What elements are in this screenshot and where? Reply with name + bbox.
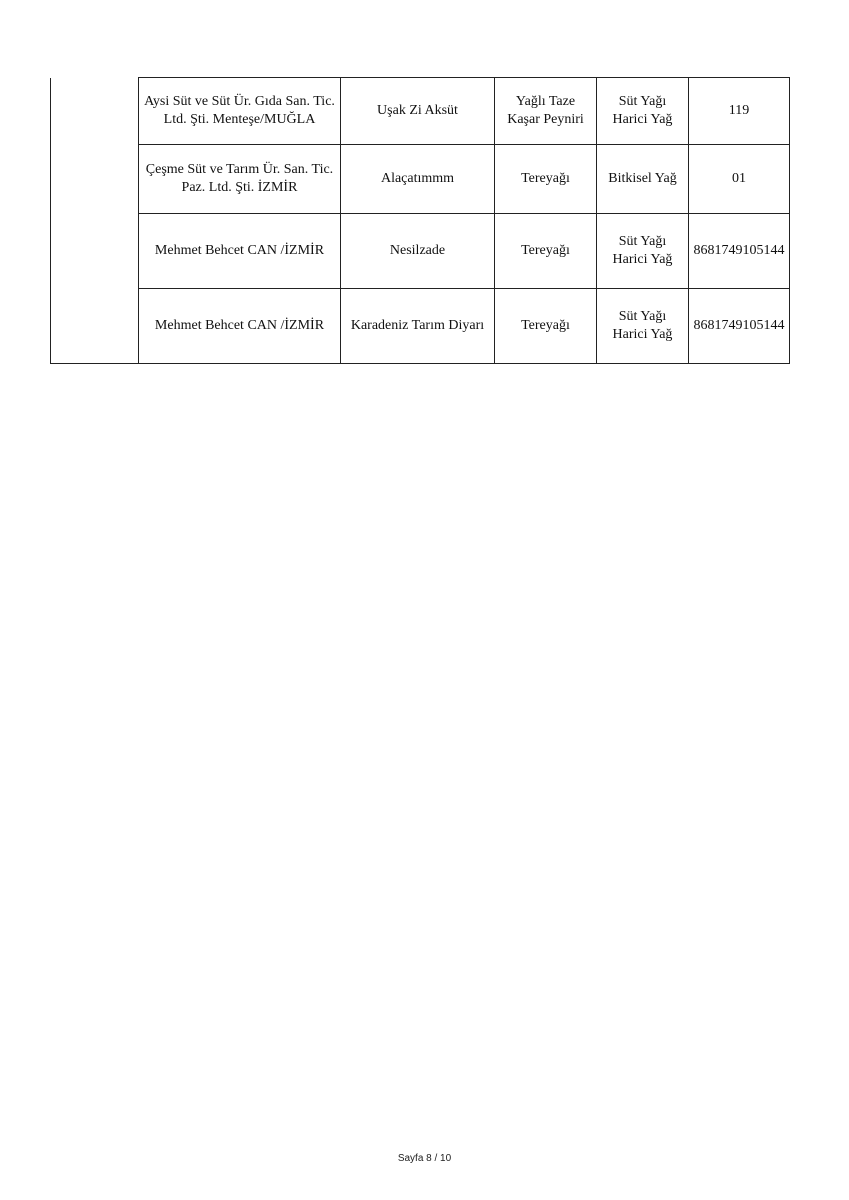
- firm-cell: Çeşme Süt ve Tarım Ür. San. Tic. Paz. Ltd. Şti. İZMİR: [139, 145, 341, 214]
- brand-cell: Alaçatımmm: [341, 145, 495, 214]
- table-row: [51, 289, 790, 364]
- firm-cell: Mehmet Behcet CAN /İZMİR: [139, 289, 341, 364]
- brand-cell: Karadeniz Tarım Diyarı: [341, 289, 495, 364]
- product-cell: Yağlı Taze Kaşar Peyniri: [495, 78, 597, 145]
- finding-cell: Süt Yağı Harici Yağ: [597, 214, 689, 289]
- product-cell: Tereyağı: [495, 289, 597, 364]
- batch-cell: 01: [689, 145, 790, 214]
- table-container: [50, 77, 790, 364]
- batch-cell: 8681749105144: [689, 214, 790, 289]
- finding-cell: Süt Yağı Harici Yağ: [597, 78, 689, 145]
- table-row: [51, 214, 790, 289]
- product-cell: Tereyağı: [495, 214, 597, 289]
- finding-cell: Bitkisel Yağ: [597, 145, 689, 214]
- brand-cell: Nesilzade: [341, 214, 495, 289]
- brand-cell: Uşak Zi Aksüt: [341, 78, 495, 145]
- product-cell: Tereyağı: [495, 145, 597, 214]
- firm-cell: Aysi Süt ve Süt Ür. Gıda San. Tic. Ltd. Şti. Menteşe/MUĞLA: [139, 78, 341, 145]
- batch-cell: 8681749105144: [689, 289, 790, 364]
- table-row: [51, 145, 790, 214]
- batch-cell: 119: [689, 78, 790, 145]
- finding-cell: Süt Yağı Harici Yağ: [597, 289, 689, 364]
- product-table: [50, 77, 790, 364]
- continued-group-cell: [51, 78, 139, 364]
- page-number-footer: Sayfa 8 / 10: [397, 1153, 452, 1164]
- table-row: [51, 78, 790, 145]
- firm-cell: Mehmet Behcet CAN /İZMİR: [139, 214, 341, 289]
